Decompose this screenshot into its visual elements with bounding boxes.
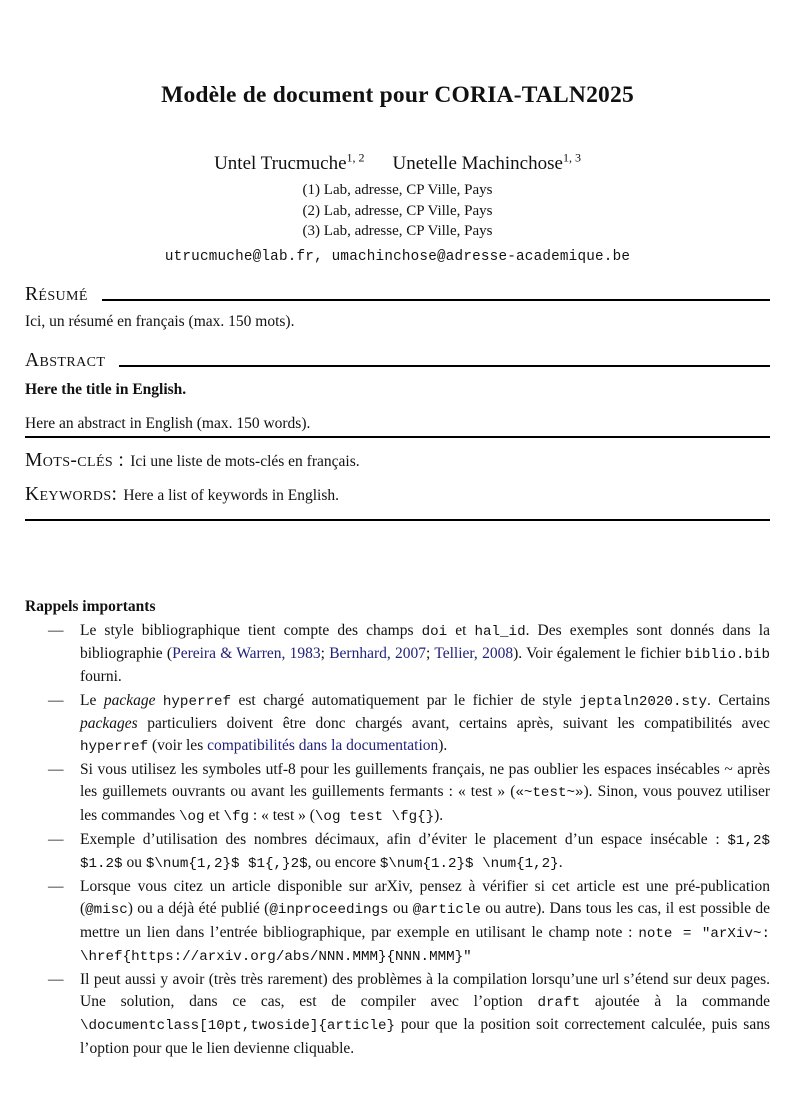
- item-dash-marker: —: [48, 830, 64, 848]
- inline-code: $\num{1,2}$ $1{,}2$: [145, 856, 308, 873]
- text-segment: Le style bibliographique tient compte des champs: [80, 622, 422, 639]
- item-dash-marker: —: [48, 761, 64, 779]
- inline-code: hyperref: [162, 693, 232, 710]
- text-segment: .: [558, 854, 563, 872]
- reminder-item: [48, 620, 771, 689]
- motscles-label: Mots-clés :: [25, 449, 125, 471]
- text-segment: ). Voir également le fichier: [513, 645, 685, 663]
- inline-code: \og test \fg{}: [314, 808, 435, 825]
- text-segment: ) ou a déjà été publié (: [127, 900, 270, 918]
- inline-link[interactable]: Tellier, 2008: [434, 645, 514, 663]
- abstract-rule: [119, 365, 770, 367]
- abstract-section-header: [25, 349, 770, 373]
- text-segment: Il peut aussi y avoir (très très rarement) des problèmes à la compilation lorsqu’une url s’étend sur deux pages. Une solution, dans ce cas, est de compiler avec l’option: [80, 971, 770, 1011]
- inline-code: «~test~»: [515, 785, 584, 802]
- text-segment: Exemple d’utilisation des nombres décimaux, afin d’éviter le placement d’un espace insécable :: [80, 830, 728, 848]
- affiliations-block: [25, 180, 770, 242]
- authors-line: [25, 151, 770, 175]
- text-segment: . Certains: [707, 691, 770, 709]
- inline-code: @misc: [85, 902, 128, 919]
- inline-code: biblio.bib: [684, 647, 771, 664]
- inline-code: note = "arXiv~: \href{https://arxiv.org/abs/NNN.MMM}{NNN.MMM}": [80, 925, 770, 965]
- abstract-bottom-rule: [25, 436, 770, 438]
- text-segment: ).: [438, 737, 448, 755]
- reminder-item: [48, 876, 771, 968]
- abstract-english-title: Here the title in English.: [25, 380, 187, 398]
- text-segment: ;: [320, 645, 330, 663]
- item-dash-marker: —: [48, 971, 64, 989]
- item-dash-marker: —: [48, 878, 64, 896]
- motscles-line: [25, 450, 770, 472]
- text-segment: ajoutée à la commande: [580, 993, 770, 1011]
- affiliation-1: (1) Lab, adresse, CP Ville, Pays: [302, 182, 493, 199]
- text-segment: ).: [434, 806, 444, 824]
- text-segment: et: [204, 806, 224, 824]
- keywords-text: Here a list of keywords in English.: [123, 486, 339, 504]
- author-1: [214, 153, 364, 174]
- reminder-item: [48, 759, 770, 828]
- text-segment: et: [447, 622, 475, 639]
- abstract-text: Here an abstract in English (max. 150 words).: [25, 414, 311, 432]
- reminders-heading: Rappels importants: [25, 598, 156, 615]
- inline-link[interactable]: Bernhard, 2007: [329, 645, 427, 663]
- paper-title: Modèle de document pour CORIA-TALN2025: [161, 82, 634, 108]
- author-1-affiliation-sup: 1, 2: [346, 151, 365, 165]
- text-segment: ). Sinon, vous pouvez utiliser les commandes: [80, 783, 770, 824]
- text-segment: Le: [80, 691, 104, 709]
- item-dash-marker: —: [48, 691, 64, 709]
- text-segment: : « test » (: [249, 806, 315, 824]
- author-2-name: Unetelle Machinchose: [392, 153, 563, 175]
- reminder-item: [48, 829, 770, 875]
- motscles-text: Ici une liste de mots-clés en français.: [130, 452, 360, 470]
- reminder-item: [48, 969, 770, 1060]
- inline-code: draft: [537, 995, 581, 1012]
- text-segment: , ou encore: [307, 854, 380, 872]
- text-segment: [155, 692, 162, 709]
- text-segment: ou: [388, 900, 413, 918]
- inline-code: @article: [412, 902, 481, 919]
- text-segment: Si vous utilisez les symboles utf-8 pour les guillements français, ne pas oublier les espaces insécables ~ après les guillemets ouvrants ou avant les guillements fermants : « test » (: [80, 761, 770, 801]
- text-segment: pour que la position soit correctement calculée, puis sans l’option pour que le lien devienne cliquable.: [80, 1016, 770, 1057]
- inline-code: @inproceedings: [269, 902, 389, 919]
- keywords-label: Keywords:: [25, 483, 118, 505]
- inline-link[interactable]: Pereira & Warren, 1983: [172, 645, 321, 663]
- author-1-name: Untel Trucmuche: [214, 153, 347, 175]
- text-segment: (voir les: [148, 737, 208, 755]
- inline-code: \og: [179, 808, 205, 825]
- text-segment: fourni.: [80, 668, 122, 686]
- inline-code: $\num{1.2}$ \num{1,2}: [379, 856, 559, 873]
- text-segment: est chargé automatiquement par le fichier de style: [231, 691, 580, 709]
- text-segment: . Des exemples sont donnés dans la bibliographie (: [80, 622, 770, 663]
- affiliation-2: (2) Lab, adresse, CP Ville, Pays: [302, 202, 493, 219]
- reminders-section: [25, 598, 770, 1061]
- text-segment: packages: [80, 714, 138, 732]
- email-line: utrucmuche@lab.fr, umachinchose@adresse-academique.be: [164, 248, 631, 265]
- resume-label: Résumé: [25, 283, 88, 305]
- author-2-affiliation-sup: 1, 3: [562, 151, 581, 165]
- keywords-bottom-rule: [25, 519, 770, 521]
- inline-link[interactable]: compatibilités dans la documentation: [207, 737, 439, 755]
- keywords-line: [25, 484, 770, 506]
- resume-rule: [102, 299, 770, 301]
- text-segment: package: [103, 691, 156, 709]
- inline-code: jeptaln2020.sty: [579, 693, 708, 710]
- resume-text: Ici, un résumé en français (max. 150 mots).: [25, 312, 295, 330]
- inline-code: $1,2$ $1.2$: [80, 832, 770, 873]
- inline-code: \fg: [223, 808, 250, 825]
- text-segment: ;: [426, 645, 435, 663]
- abstract-label: Abstract: [25, 349, 106, 371]
- inline-code: hal_id: [474, 624, 526, 640]
- resume-section-header: [25, 283, 770, 307]
- text-segment: particuliers doivent être donc chargés avant, certains après, suivant les compatibilités avec: [137, 714, 770, 732]
- author-2: [393, 153, 581, 174]
- inline-code: doi: [421, 624, 448, 640]
- text-segment: ou autre). Dans tous les cas, il est possible de mettre un lien dans l’entrée bibliographique, par exemple en utilisant le champ note :: [80, 900, 771, 941]
- reminders-list: [25, 620, 770, 1060]
- inline-code: \documentclass[10pt,twoside]{article}: [80, 1018, 396, 1035]
- text-segment: ou: [122, 854, 146, 872]
- text-segment: Lorsque vous citez un article disponible sur arXiv, pensez à vérifier si cet article est une pré-publication (: [80, 878, 770, 918]
- reminder-item: [48, 690, 770, 759]
- affiliation-3: (3) Lab, adresse, CP Ville, Pays: [302, 223, 493, 240]
- item-dash-marker: —: [48, 622, 64, 639]
- inline-code: hyperref: [80, 739, 149, 756]
